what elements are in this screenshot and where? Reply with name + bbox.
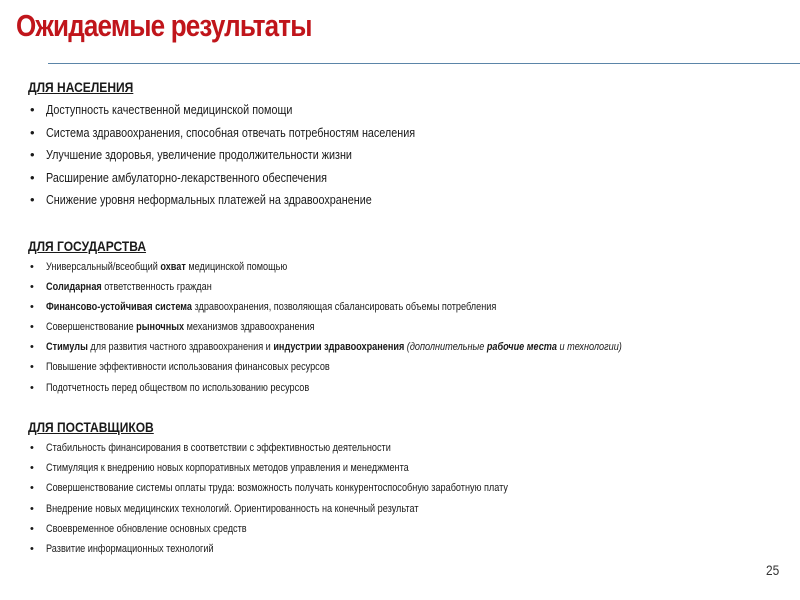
item-text: здравоохранения, позволяющая сбалансировать объемы потребления — [192, 301, 497, 314]
item-text-italic: (дополнительные — [404, 341, 487, 354]
list-item — [28, 167, 788, 190]
item-text-bold: Солидарная — [46, 281, 102, 294]
title-divider — [48, 63, 800, 64]
list-item — [28, 499, 788, 519]
item-text: для развития частного здравоохранения и — [87, 341, 274, 354]
bullet-icon: • — [30, 542, 34, 555]
bullet-icon: • — [30, 522, 34, 535]
item-text: Развитие информационных технологий — [46, 542, 214, 555]
list-item — [28, 122, 788, 145]
list-item — [28, 277, 788, 297]
item-text: Повышение эффективности использования финансовых ресурсов — [46, 361, 330, 374]
bullet-icon: • — [30, 361, 34, 374]
bullet-list — [28, 438, 788, 559]
item-text: Расширение амбулаторно-лекарственного обеспечения — [46, 169, 327, 185]
list-item — [28, 539, 788, 559]
item-text: Снижение уровня неформальных платежей на здравоохранение — [46, 192, 372, 208]
bullet-icon: • — [30, 442, 34, 454]
item-text: Совершенствование системы оплаты труда: возможность получать конкурентоспособную заработную плату — [46, 482, 508, 495]
item-text: Своевременное обновление основных средств — [46, 522, 247, 535]
item-text-bold: рыночных — [136, 321, 185, 334]
list-item — [28, 337, 788, 357]
item-text-italic: и технологии) — [556, 341, 622, 354]
item-text: Универсальный/всеобщий — [46, 261, 161, 273]
item-text: медицинской помощью — [185, 261, 288, 273]
list-item — [28, 519, 788, 539]
list-item — [28, 99, 788, 122]
section-heading: ДЛЯ ПОСТАВЩИКОВ — [28, 419, 154, 435]
bullet-icon: • — [30, 102, 35, 117]
item-text: Стимуляция к внедрению новых корпоративных методов управления и менеджмента — [46, 462, 409, 475]
item-text-bold: Финансово-устойчивая система — [46, 301, 193, 314]
slide-title: Ожидаемые результаты — [16, 8, 312, 43]
bullet-icon: • — [30, 341, 34, 354]
bullet-icon: • — [30, 124, 35, 140]
item-text-bold-italic: рабочие места — [486, 341, 557, 354]
item-text-bold: Стимулы — [46, 341, 88, 354]
bullet-icon: • — [30, 381, 34, 394]
item-text: Система здравоохранения, способная отвечать потребностям населения — [46, 124, 416, 140]
bullet-icon: • — [30, 261, 34, 273]
page-number: 25 — [766, 562, 780, 578]
list-item — [28, 378, 788, 398]
list-item — [28, 357, 788, 377]
bullet-icon: • — [30, 301, 34, 314]
item-text-bold: индустрии здравоохранения — [273, 341, 405, 354]
section-state — [28, 236, 788, 398]
section-providers — [28, 417, 788, 559]
list-item — [28, 297, 788, 317]
bullet-icon: • — [30, 192, 35, 208]
section-heading: ДЛЯ НАСЕЛЕНИЯ — [28, 79, 134, 95]
section-population — [28, 77, 788, 212]
list-item — [28, 257, 788, 277]
bullet-icon: • — [30, 281, 34, 294]
bullet-icon: • — [30, 502, 34, 515]
bullet-icon: • — [30, 462, 34, 475]
item-text: ответственность граждан — [101, 281, 212, 294]
item-text: Доступность качественной медицинской помощи — [46, 102, 293, 117]
bullet-icon: • — [30, 147, 35, 163]
bullet-icon: • — [30, 321, 34, 334]
list-item — [28, 144, 788, 167]
list-item — [28, 317, 788, 337]
item-text: Совершенствование — [46, 321, 137, 334]
item-text: Подотчетность перед обществом по использованию ресурсов — [46, 381, 310, 394]
bullet-icon: • — [30, 482, 34, 495]
list-item — [28, 438, 788, 458]
item-text-bold: охват — [160, 261, 186, 273]
item-text: Стабильность финансирования в соответствии с эффективностью деятельности — [46, 442, 391, 454]
bullet-list — [28, 257, 788, 398]
list-item — [28, 478, 788, 498]
list-item — [28, 458, 788, 478]
item-text: Улучшение здоровья, увеличение продолжительности жизни — [46, 147, 352, 163]
list-item — [28, 189, 788, 212]
section-heading: ДЛЯ ГОСУДАРСТВА — [28, 238, 147, 254]
bullet-icon: • — [30, 169, 35, 185]
item-text: механизмов здравоохранения — [184, 321, 315, 334]
item-text: Внедрение новых медицинских технологий. Ориентированность на конечный результат — [46, 502, 419, 515]
bullet-list — [28, 99, 788, 212]
